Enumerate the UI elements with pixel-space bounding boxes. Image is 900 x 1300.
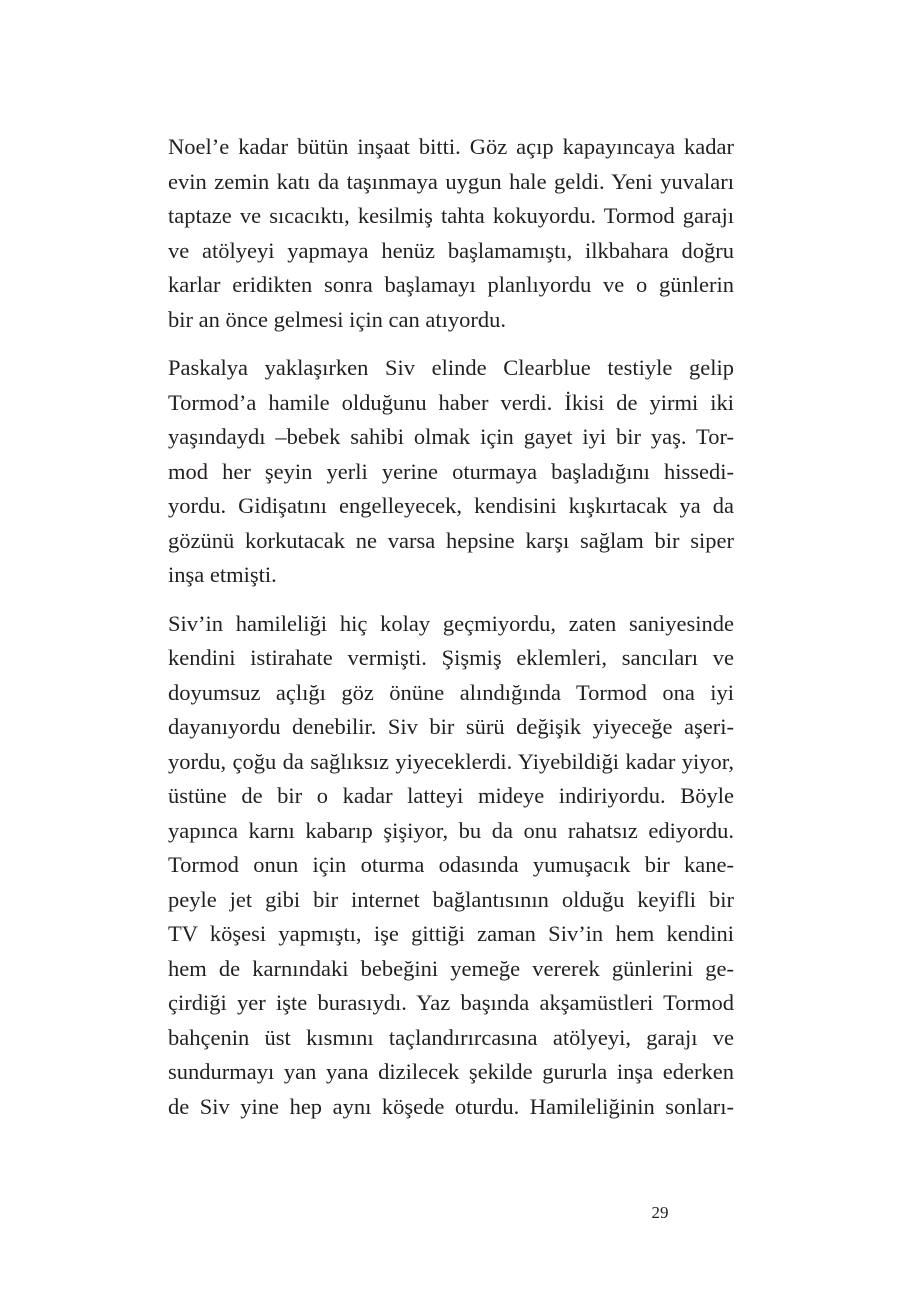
text-line: çirdiği yer işte burasıydı. Yaz başında akşamüstleri Tormod bbox=[168, 990, 734, 1015]
text-line: bahçenin üst kısmını taçlandırırcasına atölyeyi, garajı ve bbox=[168, 1024, 734, 1050]
paragraph-3 bbox=[168, 607, 734, 1125]
text-line: yaşındaydı –bebek sahibi olmak için gayet iyi bir yaş. Tor- bbox=[168, 424, 734, 449]
text-line: yordu, çoğu da sağlıksız yiyeceklerdi. Yiyebildiği kadar yiyor, bbox=[168, 748, 734, 774]
paragraph-1 bbox=[168, 130, 734, 337]
text-line: Siv’in hamileliği hiç kolay geçmiyordu, zaten saniyesinde bbox=[168, 610, 734, 636]
text-line: karlar eridikten sonra başlamayı planlıyordu ve o günlerin bbox=[168, 272, 734, 297]
text-line: taptaze ve sıcacıktı, kesilmiş tahta kokuyordu. Tormod garajı bbox=[168, 203, 734, 228]
text-line: peyle jet gibi bir internet bağlantısının olduğu keyifli bir bbox=[168, 886, 734, 912]
text-line: doyumsuz açlığı göz önüne alındığında Tormod ona iyi bbox=[168, 679, 734, 705]
text-line: Paskalya yaklaşırken Siv elinde Clearblue testiyle gelip bbox=[168, 355, 734, 380]
body-text bbox=[168, 130, 734, 1138]
text-line: Tormod’a hamile olduğunu haber verdi. İkisi de yirmi iki bbox=[168, 389, 734, 415]
text-line: TV köşesi yapmıştı, işe gittiği zaman Siv’in hem kendini bbox=[168, 921, 734, 946]
text-line: mod her şeyin yerli yerine oturmaya başladığını hissedi- bbox=[168, 458, 734, 484]
text-line: sundurmayı yan yana dizilecek şekilde gururla inşa ederken bbox=[168, 1059, 734, 1084]
text-line: kendini istirahate vermişti. Şişmiş eklemleri, sancıları ve bbox=[168, 645, 734, 670]
text-line: de Siv yine hep aynı köşede oturdu. Hamileliğinin sonları- bbox=[168, 1093, 734, 1119]
text-line: evin zemin katı da taşınmaya uygun hale geldi. Yeni yuvaları bbox=[168, 168, 734, 194]
text-line: yordu. Gidişatını engelleyecek, kendisini kışkırtacak ya da bbox=[168, 493, 734, 518]
text-line: Tormod onun için oturma odasında yumuşacık bir kane- bbox=[168, 852, 734, 877]
text-line: inşa etmişti. bbox=[168, 562, 277, 587]
page-number bbox=[0, 1203, 900, 1223]
text-line: dayanıyordu denebilir. Siv bir sürü değişik yiyeceğe aşeri- bbox=[168, 714, 734, 739]
text-line: yapınca karnı kabarıp şişiyor, bu da onu rahatsız ediyordu. bbox=[168, 817, 734, 843]
page-number-text: 29 bbox=[651, 1203, 669, 1222]
paragraph-2 bbox=[168, 351, 734, 593]
text-line: üstüne de bir o kadar latteyi mideye indiriyordu. Böyle bbox=[168, 783, 734, 808]
text-line: ve atölyeyi yapmaya henüz başlamamıştı, ilkbahara doğru bbox=[168, 237, 734, 263]
text-line: Noel’e kadar bütün inşaat bitti. Göz açıp kapayıncaya kadar bbox=[168, 134, 734, 159]
text-line: hem de karnındaki bebeğini yemeğe vererek günlerini ge- bbox=[168, 955, 734, 981]
text-line: bir an önce gelmesi için can atıyordu. bbox=[168, 306, 507, 332]
text-line: gözünü korkutacak ne varsa hepsine karşı sağlam bir siper bbox=[168, 527, 734, 553]
